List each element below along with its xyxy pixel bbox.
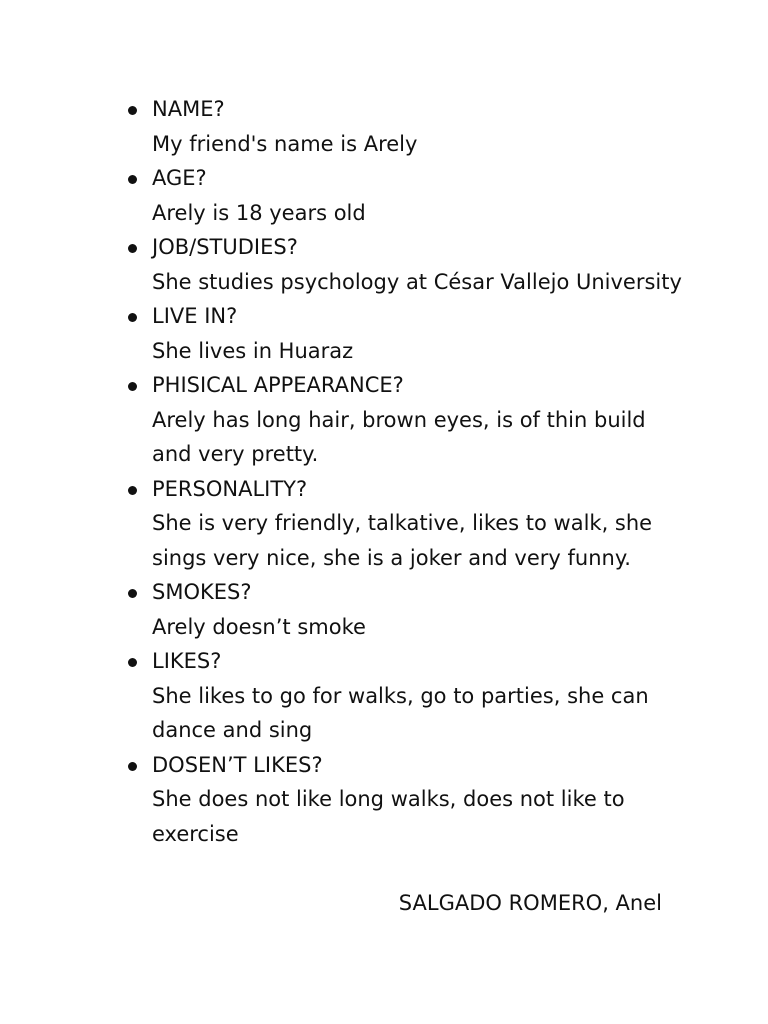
list-item xyxy=(0,575,768,644)
list-item xyxy=(0,644,768,748)
list-item xyxy=(0,748,768,852)
list-item xyxy=(0,472,768,576)
answer-text: Arely doesn’t smoke xyxy=(152,614,366,639)
question-text: SMOKES? xyxy=(152,580,252,604)
question-text: JOB/STUDIES? xyxy=(152,235,298,259)
list-item xyxy=(0,230,768,299)
question-text: PERSONALITY? xyxy=(152,476,308,501)
question-text: LIKES? xyxy=(152,649,222,673)
question-text: NAME? xyxy=(152,97,225,121)
bullet-icon xyxy=(128,244,137,253)
question-text: DOSEN’T LIKES? xyxy=(152,752,323,777)
bullet-icon xyxy=(128,106,137,115)
question-answer-list xyxy=(0,92,768,851)
bullet-icon xyxy=(128,313,137,322)
answer-text: She studies psychology at César Vallejo University xyxy=(152,269,682,294)
bullet-icon xyxy=(128,382,137,391)
bullet-icon xyxy=(128,658,137,667)
answer-text: My friend's name is Arely xyxy=(152,131,418,156)
bullet-icon xyxy=(128,486,137,495)
question-text: PHISICAL APPEARANCE? xyxy=(152,373,404,397)
bullet-icon xyxy=(128,762,137,771)
answer-text: Arely has long hair, brown eyes, is of thin build and very pretty. xyxy=(152,407,646,466)
question-text: AGE? xyxy=(152,166,207,190)
answer-text: Arely is 18 years old xyxy=(152,200,366,225)
answer-text: She likes to go for walks, go to parties, she can dance and sing xyxy=(152,683,649,742)
bullet-icon xyxy=(128,175,137,184)
answer-text: She does not like long walks, does not like to exercise xyxy=(152,787,625,846)
list-item xyxy=(0,161,768,230)
bullet-icon xyxy=(128,589,137,598)
list-item xyxy=(0,92,768,161)
question-text: LIVE IN? xyxy=(152,304,238,328)
list-item xyxy=(0,299,768,368)
list-item xyxy=(0,368,768,472)
answer-text: She is very friendly, talkative, likes to walk, she sings very nice, she is a joker and very funny. xyxy=(152,511,653,570)
author-signature: SALGADO ROMERO, Anel xyxy=(398,891,662,915)
answer-text: She lives in Huaraz xyxy=(152,338,354,363)
